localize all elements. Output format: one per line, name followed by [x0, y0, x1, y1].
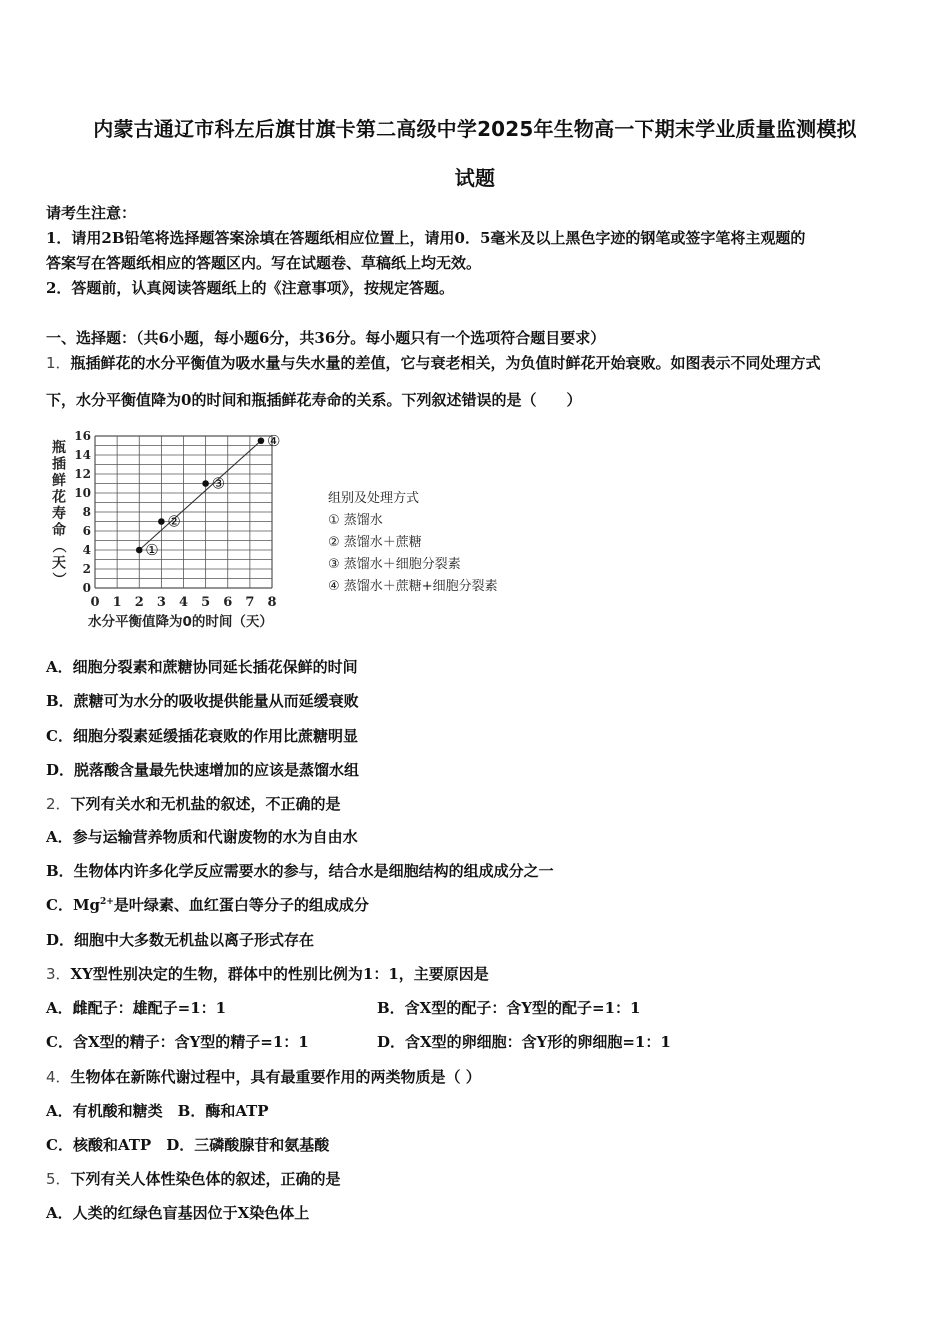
data-point: [136, 547, 143, 554]
section-heading: 一、选择题：（共6小题，每小题6分，共36分。每小题只有一个选项符合题目要求）: [46, 329, 606, 347]
data-point-label: ②: [167, 512, 181, 531]
y-tick-label: 2: [82, 562, 91, 576]
y-tick-label: 4: [82, 543, 91, 557]
q2-stem: 2．下列有关水和无机盐的叙述，不正确的是: [46, 795, 341, 813]
x-tick-label: 5: [201, 595, 211, 610]
y-tick-label: 6: [82, 524, 91, 538]
q2-number: 2．: [46, 795, 71, 813]
q4-options-cd: C．核酸和ATP D．三磷酸腺苷和氨基酸: [46, 1136, 330, 1154]
q1-option-a: A．细胞分裂素和蔗糖协同延长插花保鲜的时间: [46, 658, 358, 676]
legend-item-4: ④ 蒸馏水＋蔗糖+细胞分裂素: [328, 579, 498, 594]
notice-heading: 请考生注意：: [46, 204, 137, 222]
chart-x-axis-label: 水分平衡值降为0的时间（天）: [88, 614, 273, 630]
q1-chart: [40, 422, 350, 638]
y-label-char: 寿: [52, 506, 66, 522]
data-point-label: ①: [145, 541, 159, 559]
y-tick-label: 14: [74, 448, 91, 462]
q5-option-a: A．人类的红绿色盲基因位于X染色体上: [46, 1204, 310, 1222]
y-label-char: 命: [52, 522, 66, 539]
y-tick-label: 10: [74, 486, 91, 500]
q1-option-b: B．蔗糖可为水分的吸收提供能量从而延缓衰败: [46, 692, 359, 710]
q1-stem-a: 1．瓶插鲜花的水分平衡值为吸水量与失水量的差值，它与衰老相关，为负值时鲜花开始衰败。如图表示不同处理方式: [46, 354, 821, 372]
q1-option-d: D．脱落酸含量最先快速增加的应该是蒸馏水组: [46, 761, 360, 779]
legend-item-2: ② 蒸馏水＋蔗糖: [328, 535, 422, 550]
q3-option-b: B．含X型的配子：含Y型的配子=1：1: [377, 999, 641, 1017]
y-tick-label: 12: [74, 467, 91, 481]
legend-title: 组别及处理方式: [328, 491, 420, 506]
x-tick-label: 7: [245, 595, 255, 610]
q4-options-ab: A．有机酸和糖类 B．酶和ATP: [46, 1102, 269, 1120]
y-label-char: 鲜: [52, 473, 66, 489]
notice-item-1b: 答案写在答题纸相应的答题区内。写在试题卷、草稿纸上均无效。: [46, 254, 482, 272]
q1-stem-b: 下，水分平衡值降为0的时间和瓶插鲜花寿命的关系。下列叙述错误的是（ ）: [46, 391, 582, 409]
q3-option-a: A．雌配子：雄配子=1：1: [46, 999, 227, 1017]
q1-option-c: C．细胞分裂素延缓插花衰败的作用比蔗糖明显: [46, 727, 358, 745]
y-label-char: （: [50, 539, 66, 553]
q2-option-d: D．细胞中大多数无机盐以离子形式存在: [46, 931, 315, 949]
q3-number: 3．: [46, 965, 71, 983]
x-tick-label: 6: [223, 595, 233, 610]
x-tick-label: 1: [112, 595, 122, 610]
chart-legend: [328, 488, 498, 598]
legend-item-3: ③ 蒸馏水＋细胞分裂素: [328, 557, 461, 572]
q3-option-c: C．含X型的精子：含Y型的精子=1：1: [46, 1033, 309, 1051]
q3-option-d: D．含X型的卵细胞：含Y形的卵细胞=1：1: [377, 1033, 671, 1051]
y-label-char: 插: [52, 456, 66, 473]
chart-grid: [95, 436, 272, 588]
notice-item-1a: 1．请用2B铅笔将选择题答案涂填在答题纸相应位置上，请用0．5毫米及以上黑色字迹的钢笔或签字笔将主观题的: [46, 229, 806, 247]
x-tick-label: 2: [134, 595, 144, 610]
y-tick-label: 8: [82, 505, 91, 519]
y-tick-label: 0: [82, 581, 91, 595]
page-title-line-1: 内蒙古通辽市科左后旗甘旗卡第二高级中学2025年生物高一下期末学业质量监测模拟: [93, 117, 857, 141]
q2-option-a: A．参与运输营养物质和代谢废物的水为自由水: [46, 828, 358, 846]
data-point: [258, 437, 265, 444]
q4-number: 4．: [46, 1068, 71, 1086]
chart-y-axis-label: [50, 439, 66, 586]
legend-item-1: ① 蒸馏水: [328, 513, 383, 528]
y-label-char: ）: [50, 572, 66, 586]
y-label-char: 瓶: [52, 440, 66, 456]
x-tick-label: 8: [267, 595, 277, 610]
x-tick-label: 3: [156, 595, 166, 610]
y-label-char: 天: [52, 555, 66, 572]
q1-number: 1．: [46, 354, 71, 372]
x-tick-label: 4: [178, 595, 189, 610]
q2-option-b: B．生物体内许多化学反应需要水的参与，结合水是细胞结构的组成成分之一: [46, 862, 554, 880]
q2-option-c: C．$Mg^{2+}$是叶绿素、血红蛋白等分子的组成成分: [46, 896, 369, 914]
data-point-label: ④: [266, 431, 281, 450]
data-point: [202, 480, 209, 487]
data-point-label: ③: [211, 474, 226, 493]
page-title-line-2: 试题: [454, 166, 496, 190]
data-point: [158, 518, 165, 525]
q4-stem: 4．生物体在新陈代谢过程中，具有最重要作用的两类物质是（ ）: [46, 1068, 481, 1086]
notice-item-2: 2．答题前，认真阅读答题纸上的《注意事项》，按规定答题。: [46, 279, 454, 297]
q5-stem: 5．下列有关人体性染色体的叙述，正确的是: [46, 1170, 341, 1188]
chart-marks: [136, 432, 280, 559]
q5-number: 5．: [46, 1170, 71, 1188]
x-tick-label: 0: [90, 595, 100, 610]
y-tick-label: 16: [74, 429, 91, 443]
y-label-char: 花: [52, 489, 66, 506]
q3-stem: 3．XY型性别决定的生物，群体中的性别比例为1：1，主要原因是: [46, 965, 489, 983]
trend-line: [139, 441, 261, 550]
